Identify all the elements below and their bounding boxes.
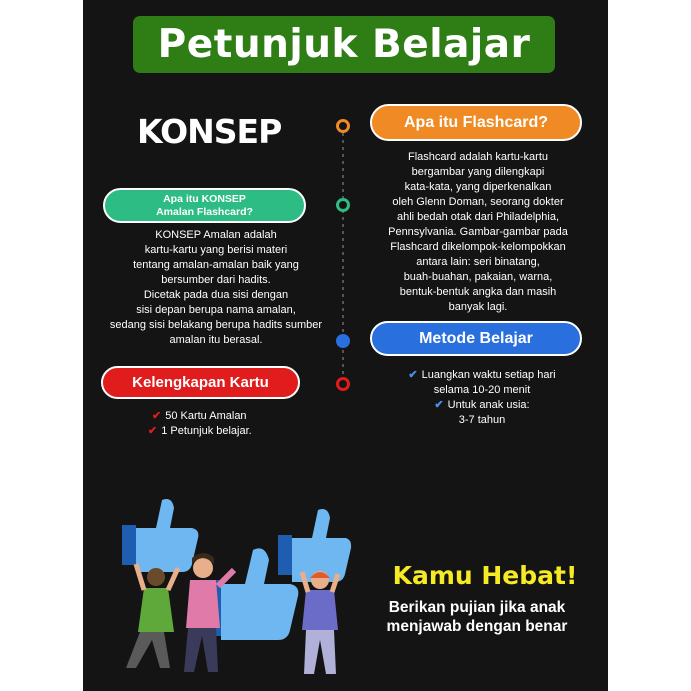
kelengkapan-list — [140, 409, 280, 439]
thumbs-up-icon — [122, 499, 198, 572]
metode-heading-label: Metode Belajar — [419, 329, 533, 347]
text-line: buah-buahan, pakaian, warna, — [403, 271, 553, 283]
text-line: KONSEP Amalan adalah — [155, 229, 277, 241]
list-item: Untuk anak usia: — [447, 399, 530, 411]
metode-heading — [370, 321, 582, 356]
text-line: amalan itu berasal. — [169, 334, 263, 346]
konsep-heading-line: Amalan Flashcard? — [156, 205, 253, 218]
text-line: banyak lagi. — [448, 301, 508, 313]
timeline-dot-icon — [336, 198, 350, 212]
text-line: tentang amalan-amalan baik yang — [133, 259, 299, 271]
timeline-dot-icon — [336, 334, 350, 348]
text-line: kata-kata, yang diperkenalkan — [404, 181, 552, 193]
text-line: ahli bedah otak dari Philadelphia, — [396, 211, 560, 223]
list-item: 1 Petunjuk belajar. — [161, 425, 252, 437]
konsep-logo — [137, 112, 287, 151]
text-line: oleh Glenn Doman, seorang dokter — [392, 196, 564, 208]
page-title: Petunjuk Belajar — [157, 22, 531, 67]
text-line: sedang sisi belakang berupa hadits sumber — [109, 319, 323, 331]
text-line: Dicetak pada dua sisi dengan — [143, 289, 289, 301]
check-icon: ✔ — [152, 410, 162, 422]
kelengkapan-heading — [101, 366, 300, 399]
closing-line: menjawab dengan benar — [386, 618, 568, 635]
konsep-description — [98, 228, 334, 348]
konsep-heading — [103, 188, 306, 223]
kids-thumbs-up-illustration — [110, 492, 355, 691]
closing-message — [362, 598, 592, 636]
check-icon: ✔ — [408, 369, 418, 381]
metode-list — [372, 368, 592, 428]
kelengkapan-heading-label: Kelengkapan Kartu — [132, 374, 269, 391]
logo-text: KONSEP — [137, 112, 282, 151]
flashcard-heading-label: Apa itu Flashcard? — [403, 113, 549, 131]
closing-headline: Kamu Hebat! — [392, 561, 578, 590]
text-line: antara lain: seri binatang, — [416, 256, 540, 268]
text-line: Flashcard adalah kartu-kartu — [407, 151, 548, 163]
closing-line: Berikan pujian jika anak — [388, 599, 566, 616]
check-icon: ✔ — [434, 399, 444, 411]
text-line: bersumber dari hadits. — [161, 274, 271, 286]
list-item: Luangkan waktu setiap hari — [421, 369, 556, 381]
timeline-dot-icon — [336, 119, 350, 133]
list-item: 3-7 tahun — [458, 414, 506, 426]
title-banner — [133, 16, 555, 73]
text-line: sisi depan berupa nama amalan, — [136, 304, 296, 316]
list-item: 50 Kartu Amalan — [165, 410, 247, 422]
text-line: bergambar yang dilengkapi — [411, 166, 545, 178]
list-item: selama 10-20 menit — [433, 384, 531, 396]
flashcard-heading — [370, 104, 582, 141]
text-line: bentuk-bentuk angka dan masih — [399, 286, 557, 298]
thumbs-up-icon — [278, 509, 351, 582]
text-line: Flashcard dikelompok-kelompokkan — [390, 241, 566, 253]
text-line: Pennsylvania. Gambar-gambar pada — [388, 226, 568, 238]
check-icon: ✔ — [148, 425, 158, 437]
konsep-heading-line: Apa itu KONSEP — [163, 192, 246, 205]
timeline-dot-icon — [336, 377, 350, 391]
flashcard-description — [368, 150, 588, 315]
text-line: kartu-kartu yang berisi materi — [144, 244, 288, 256]
